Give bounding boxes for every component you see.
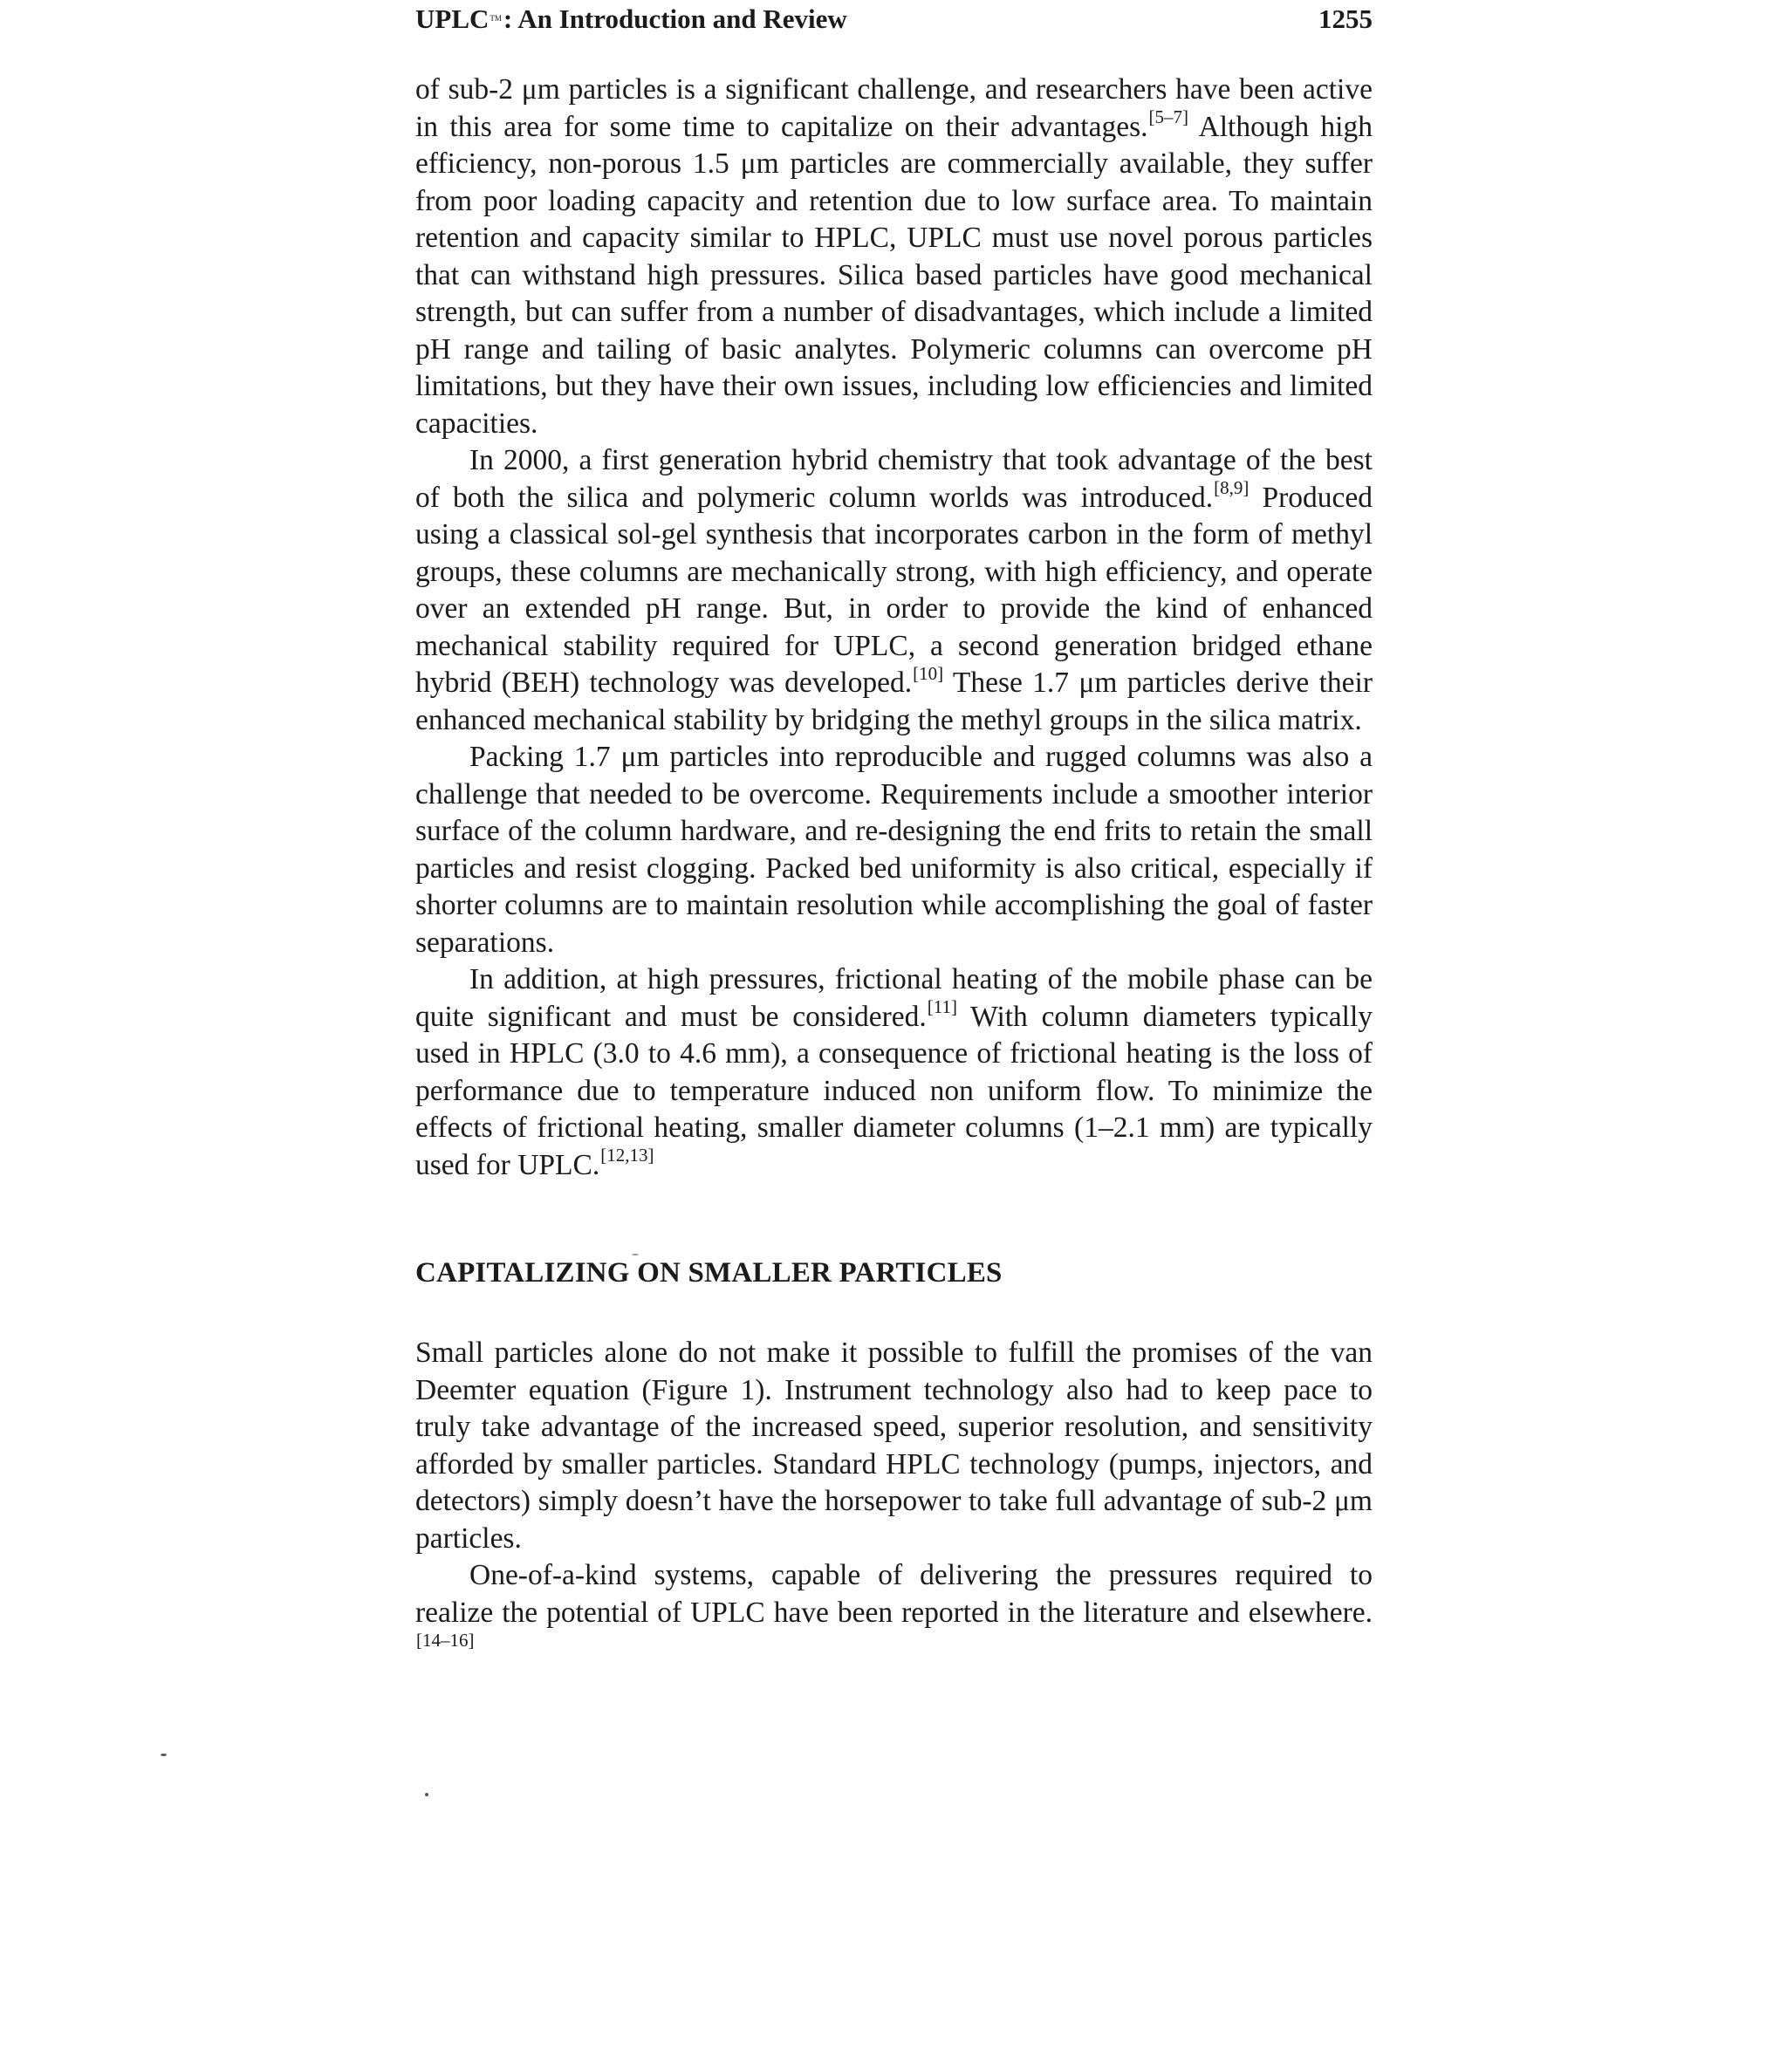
text-run: Produced using a classical sol-gel synthesis that incorporates carbon in the form of methyl groups, these columns are mechanically strong, with high efficiency, and operate over an extended pH range. But, in order to provide the kind of enhanced mechanical stability required for UPLC, a second generation bridged ethane hybrid (BEH) technology was developed. <box>415 481 1373 699</box>
running-head-title-rest: : An Introduction and Review <box>503 3 847 34</box>
citation-reference: [10] <box>913 662 944 684</box>
text-run: Packing 1.7 μm particles into reproducible and rugged columns was also a challenge that needed to be overcome. Requirements include a smoother interior surface of the column hardware, and re-designing the end frits to retain the small particles and resist clogging. Packed bed uniformity is also critical, especially if shorter columns are to maintain resolution while accomplishing the goal of faster separations. <box>415 741 1373 959</box>
text-run: of sub-2 μm particles is a significant challenge, and researchers have been active in this area for some time to capitalize on their advantages. <box>415 73 1373 143</box>
text-run: With column diameters typically used in HPLC (3.0 to 4.6 mm), a consequence of frictional heating is the loss of performance due to temperature induced non uniform flow. To minimize the effects of frictional heating, smaller diameter columns (1–2.1 mm) are typically used for UPLC. <box>415 1000 1373 1181</box>
running-head-title <box>415 2 847 43</box>
text-run: These 1.7 μm particles derive their enhanced mechanical stability by bridging the methyl groups in the silica matrix. <box>415 667 1373 736</box>
citation-reference: [14–16] <box>416 1629 475 1651</box>
running-head <box>415 2 1373 38</box>
scan-speck <box>425 1793 428 1796</box>
paragraph <box>415 1335 1373 1557</box>
paragraph <box>415 961 1373 1184</box>
page-number: 1255 <box>1318 3 1373 34</box>
running-head-title-main: UPLC <box>415 3 490 34</box>
trademark-mark: TM <box>490 14 502 23</box>
article-body <box>415 72 1373 1669</box>
text-run: One-of-a-kind systems, capable of delivering the pressures required to realize the potential of UPLC have been reported in the literature and elsewhere. <box>415 1559 1373 1629</box>
text-run: Although high efficiency, non-porous 1.5 μm particles are commercially available, they suffer from poor loading capacity and retention due to low surface area. To maintain retention and capacity similar to HPLC, UPLC must use novel porous particles that can withstand high pressures. Silica based particles have good mechanical strength, but can suffer from a number of disadvantages, which include a limited pH range and tailing of basic analytes. Polymeric columns can overcome pH limitations, but they have their own issues, including low efficiencies and limited capacities. <box>415 110 1373 440</box>
section-heading: CAPITALIZING ON SMALLER PARTICLES <box>415 1257 1003 1289</box>
text-run: Small particles alone do not make it possible to fulfill the promises of the van Deemter equation (Figure 1). Instrument technology also had to keep pace to truly take advantage of the increased speed, superior resolution, and sensitivity afforded by smaller particles. Standard HPLC technology (pumps, injectors, and detectors) simply doesn’t have the horsepower to take full advantage of sub-2 μm particles. <box>415 1337 1373 1555</box>
paragraph <box>415 1557 1373 1669</box>
paragraph <box>415 442 1373 739</box>
citation-reference: [11] <box>927 996 958 1018</box>
scan-speck <box>161 1754 167 1756</box>
paragraph-group-bottom <box>415 1335 1373 1669</box>
citation-reference: [12,13] <box>600 1145 654 1166</box>
citation-reference: [8,9] <box>1214 477 1250 499</box>
citation-reference: [5–7] <box>1148 106 1189 128</box>
text-run: In addition, at high pressures, frictional heating of the mobile phase can be quite significant and must be considered. <box>415 963 1373 1033</box>
paragraph <box>415 739 1373 961</box>
scan-speck <box>632 1254 639 1255</box>
paragraph <box>415 72 1373 442</box>
text-run: In 2000, a first generation hybrid chemistry that took advantage of the best of both the silica and polymeric column worlds was introduced. <box>415 444 1373 514</box>
paragraph-group-top <box>415 72 1373 1184</box>
